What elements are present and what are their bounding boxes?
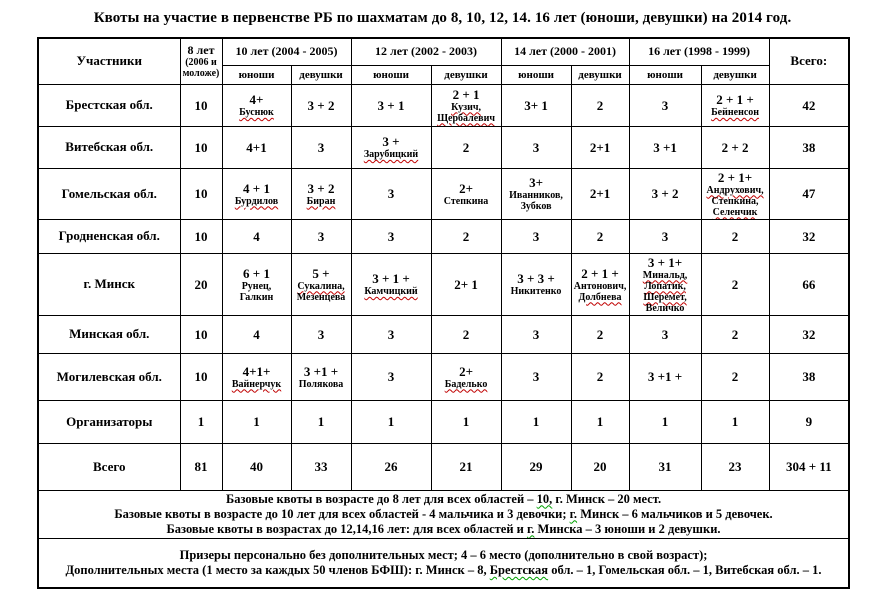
table-row <box>38 219 849 253</box>
note-line <box>41 507 846 522</box>
note-line <box>41 548 846 563</box>
quota-cell <box>222 126 291 168</box>
player-name <box>574 292 627 303</box>
player-name <box>294 379 349 390</box>
quota-cell <box>351 353 431 400</box>
quota-cell <box>351 219 431 253</box>
player-name-misspelled: Зарубицкий <box>363 149 419 160</box>
table-row <box>38 253 849 315</box>
quota-cell <box>351 315 431 353</box>
quota-value: 2 <box>596 97 604 113</box>
quota-value: 3 <box>387 228 395 244</box>
quota-cell <box>222 443 291 490</box>
quota-value: 3 + 1 <box>377 97 405 113</box>
quota-cell <box>501 219 571 253</box>
quota-cell <box>222 400 291 443</box>
quota-value: 2+ 1 <box>454 276 478 292</box>
quota-value: 1 <box>317 414 325 429</box>
quota-cell <box>431 126 501 168</box>
table-row <box>38 84 849 126</box>
row-label: Организаторы <box>38 400 180 443</box>
quota-value: 3 <box>661 228 669 244</box>
quota-value: 40 <box>250 459 263 474</box>
quota-value: 1 <box>661 414 669 429</box>
quota-cell <box>431 84 501 126</box>
quota-value: 2 <box>462 228 470 244</box>
player-name <box>704 107 767 118</box>
quota-cell <box>431 315 501 353</box>
row-label: Витебская обл. <box>38 126 180 168</box>
player-name <box>574 281 627 292</box>
quota-cell <box>769 168 849 219</box>
player-name <box>704 207 767 218</box>
quota-table-body <box>38 84 849 588</box>
player-name <box>294 292 349 303</box>
player-name-misspelled: Бейненсон <box>711 107 760 118</box>
quota-value: 3 <box>387 369 395 384</box>
note-text-grammar-marked: г. <box>526 521 535 536</box>
quota-value: 47 <box>802 186 816 201</box>
note-text-grammar-marked: г. <box>569 506 578 521</box>
row-label: Гродненская обл. <box>38 219 180 253</box>
col-header-age10: 10 лет (2004 - 2005) <box>222 38 351 65</box>
player-name-misspelled: Биран <box>306 195 336 207</box>
quota-cell <box>180 315 222 353</box>
player-name-text: Иванников, <box>509 190 563 201</box>
quota-value: 3 +1 + <box>647 369 683 384</box>
quota-cell <box>222 315 291 353</box>
col-header-age16: 16 лет (1998 - 1999) <box>629 38 769 65</box>
quota-value: 3 + 1 + <box>372 271 410 286</box>
quota-value: 1 <box>197 414 205 429</box>
quota-value: 1 <box>387 414 395 429</box>
quota-cell <box>629 353 701 400</box>
col-header-participants: Участники <box>38 38 180 84</box>
subheader-boys-14: юноши <box>501 65 571 84</box>
quota-cell <box>180 84 222 126</box>
quota-cell <box>501 126 571 168</box>
note-text-grammar-marked: Брестская <box>489 562 549 577</box>
notes-row <box>38 538 849 588</box>
col-header-age8-line1: 8 лет <box>187 42 215 57</box>
quota-cell <box>571 219 629 253</box>
page-title: Квоты на участие в первенстве РБ по шахматам до 8, 10, 12, 14. 16 лет (юноши, девушки) на 2014 год. <box>93 10 792 26</box>
quota-cell <box>571 126 629 168</box>
quota-value: 4 <box>253 228 260 244</box>
quota-value: 4+ <box>249 92 264 107</box>
player-name-text: Антонович, <box>573 280 627 292</box>
subheader-boys-12: юноши <box>351 65 431 84</box>
quota-cell <box>629 315 701 353</box>
quota-value: 2 + 1 <box>452 86 480 102</box>
player-name-text: Никитенко <box>510 286 562 297</box>
col-header-total: Всего: <box>769 38 849 84</box>
quota-value: 3 <box>387 326 395 342</box>
quota-value: 4 <box>253 326 260 342</box>
quota-cell <box>629 219 701 253</box>
quota-value: 1 <box>731 414 739 429</box>
quota-cell <box>571 400 629 443</box>
quota-cell <box>180 400 222 443</box>
quota-value: 5 + <box>312 265 330 281</box>
quota-value: 10 <box>194 97 208 113</box>
quota-cell <box>180 253 222 315</box>
quota-value: 3 + 2 <box>307 180 335 196</box>
quota-cell <box>180 168 222 219</box>
quota-value: 3 <box>317 139 325 155</box>
quota-cell <box>351 400 431 443</box>
table-row <box>38 126 849 168</box>
row-label: Всего <box>38 443 180 490</box>
quota-value: 10 <box>194 139 208 155</box>
player-name <box>632 281 699 292</box>
subheader-girls-14: девушки <box>571 65 629 84</box>
quota-cell <box>351 253 431 315</box>
quota-value: 33 <box>314 459 328 474</box>
quota-value: 81 <box>194 459 208 474</box>
quota-cell <box>501 400 571 443</box>
player-name-misspelled: Буснюк <box>239 107 274 118</box>
quota-cell <box>431 353 501 400</box>
quota-cell <box>701 443 769 490</box>
quota-cell <box>222 219 291 253</box>
notes-row <box>38 490 849 538</box>
quota-value: 10 <box>194 228 208 244</box>
note-line <box>41 522 846 537</box>
quota-value: 3 +1 + <box>303 363 339 379</box>
quota-cell <box>571 315 629 353</box>
col-header-age8 <box>180 38 222 84</box>
quota-value: 20 <box>593 459 607 474</box>
quota-cell <box>431 400 501 443</box>
quota-cell <box>629 84 701 126</box>
quota-cell <box>769 219 849 253</box>
quota-cell <box>291 315 351 353</box>
quota-cell <box>501 315 571 353</box>
quota-value: 29 <box>529 459 543 474</box>
quota-value: 1 <box>596 414 604 429</box>
quota-value: 2 + 1+ <box>717 169 753 185</box>
quota-value: 2+1 <box>589 139 611 155</box>
quota-cell <box>701 253 769 315</box>
player-name <box>225 292 289 303</box>
player-name-text: Величко <box>645 302 685 314</box>
quota-cell <box>291 126 351 168</box>
quota-value: 3 <box>661 326 669 342</box>
player-name-misspelled: Долбнева <box>578 291 622 303</box>
quota-value: 4 + 1 <box>243 180 270 196</box>
player-name-misspelled: Селенчик <box>712 206 758 218</box>
quota-value: 32 <box>802 228 816 244</box>
quota-cell <box>180 443 222 490</box>
player-name-text: Степкина, <box>711 195 759 207</box>
player-name <box>225 196 289 207</box>
quota-cell <box>222 353 291 400</box>
player-name-misspelled: Вайнерчук <box>231 378 282 390</box>
quota-value: 2 <box>596 326 604 342</box>
quota-value: 3 <box>387 186 395 201</box>
quota-cell <box>701 353 769 400</box>
quota-cell <box>180 353 222 400</box>
quota-value: 38 <box>802 139 816 155</box>
quota-cell <box>431 219 501 253</box>
note-text: Базовые квоты в возрасте до 8 лет для всех областей – <box>225 491 537 506</box>
player-name-misspelled: Андрухович, <box>706 184 764 196</box>
quota-cell <box>351 443 431 490</box>
quota-cell <box>501 443 571 490</box>
subheader-girls-12: девушки <box>431 65 501 84</box>
quota-value: 32 <box>802 326 816 342</box>
quota-value: 3 <box>317 326 325 342</box>
quota-value: 2 <box>731 326 739 342</box>
player-name-text: Мезенцева <box>296 291 346 303</box>
quota-value: 3 + 1+ <box>647 254 683 270</box>
quota-value: 23 <box>728 459 742 474</box>
quota-value: 3 + 2 <box>307 97 335 113</box>
row-label: Брестская обл. <box>38 84 180 126</box>
quota-value: 3+ 1 <box>524 97 548 113</box>
quota-value: 2+1 <box>589 186 611 201</box>
quota-value: 31 <box>658 459 672 474</box>
player-name <box>434 113 499 124</box>
quota-value: 10 <box>194 186 208 201</box>
quota-value: 26 <box>384 459 398 474</box>
quota-cell <box>701 126 769 168</box>
player-name <box>434 102 499 113</box>
player-name-misspelled: Щербалевич <box>437 112 495 124</box>
quota-cell <box>701 84 769 126</box>
quota-cell <box>629 126 701 168</box>
quota-cell <box>701 400 769 443</box>
quota-cell <box>701 219 769 253</box>
note-text: Минск – 6 мальчиков и 5 девочек. <box>577 506 773 521</box>
quota-cell <box>222 253 291 315</box>
player-name <box>294 196 349 207</box>
quota-cell <box>431 168 501 219</box>
quota-value: 3 <box>317 228 325 244</box>
player-name <box>434 196 499 207</box>
quota-cell <box>431 443 501 490</box>
quota-value: 2+ <box>459 363 473 379</box>
quota-value: 3 <box>661 97 669 113</box>
quota-cell <box>769 353 849 400</box>
quota-value: 2 <box>731 369 739 384</box>
quota-value: 38 <box>802 369 816 384</box>
quota-cell <box>769 126 849 168</box>
quota-cell <box>571 84 629 126</box>
quota-value: 2 + 1 + <box>716 92 754 107</box>
player-name-misspelled: Камчицкий <box>364 286 418 297</box>
table-row <box>38 353 849 400</box>
player-name <box>225 107 289 118</box>
player-name <box>504 286 569 297</box>
subheader-girls-10: девушки <box>291 65 351 84</box>
note-text: Дополнительных места (1 место за каждых 50 членов БФШ): г. Минск – 8, <box>65 562 490 577</box>
quota-value: 2 <box>462 326 470 342</box>
quota-value: 6 + 1 <box>243 265 270 281</box>
player-name-misspelled: Шеремет, <box>643 291 687 303</box>
quota-cell <box>501 353 571 400</box>
quota-cell <box>180 219 222 253</box>
quota-value: 2+ <box>459 180 473 196</box>
quota-value: 2 <box>462 139 470 155</box>
note-text: Базовые квоты в возрастах до 12,14,16 лет: для всех областей и <box>166 521 527 536</box>
quota-value: 9 <box>805 414 813 429</box>
quota-cell <box>769 315 849 353</box>
quota-value: 2 <box>596 369 604 384</box>
player-name-misspelled: Баделько <box>444 378 488 390</box>
note-text: обл. – 1, Гомельская обл. – 1, Витебская обл. – 1. <box>548 562 822 577</box>
quota-cell <box>769 443 849 490</box>
quota-cell <box>222 168 291 219</box>
table-row <box>38 443 849 490</box>
quota-cell <box>701 315 769 353</box>
quota-cell <box>351 168 431 219</box>
player-name-text: Степкина <box>443 195 489 207</box>
row-label: г. Минск <box>38 253 180 315</box>
quota-cell <box>291 84 351 126</box>
quota-cell <box>501 253 571 315</box>
quota-value: 1 <box>532 414 540 429</box>
quota-cell <box>571 353 629 400</box>
quota-cell <box>501 168 571 219</box>
notes-block-2 <box>38 538 849 588</box>
quota-value: 2 <box>596 228 604 244</box>
quota-value: 3 + 2 <box>651 186 679 201</box>
player-name-misspelled: Кузич, <box>451 101 481 113</box>
row-label: Могилевская обл. <box>38 353 180 400</box>
quota-cell <box>629 253 701 315</box>
quota-cell <box>571 168 629 219</box>
quota-cell <box>351 84 431 126</box>
quota-cell <box>769 253 849 315</box>
quota-cell <box>291 253 351 315</box>
player-name-misspelled: Сукалина, <box>297 280 345 292</box>
note-text: Минска – 3 юноши и 2 девушки. <box>534 521 721 536</box>
player-name <box>632 303 699 314</box>
note-line <box>41 563 846 578</box>
player-name-misspelled: Минальд, <box>642 269 688 281</box>
quota-cell <box>291 400 351 443</box>
table-row <box>38 400 849 443</box>
quota-value: 3 + 3 + <box>517 271 555 286</box>
quota-value: 2 <box>731 276 739 292</box>
quota-value: 3 <box>532 139 540 155</box>
quota-cell <box>291 168 351 219</box>
quota-value: 2 + 1 + <box>581 265 619 281</box>
quota-value: 20 <box>194 276 208 292</box>
note-line <box>41 492 846 507</box>
subheader-boys-16: юноши <box>629 65 701 84</box>
player-name-misspelled: Лопатик, <box>644 280 686 292</box>
row-label: Минская обл. <box>38 315 180 353</box>
quota-value: 3 + <box>382 134 400 149</box>
quota-cell <box>291 219 351 253</box>
player-name-text: Галкин <box>239 291 274 303</box>
quota-cell <box>769 400 849 443</box>
subheader-girls-16: девушки <box>701 65 769 84</box>
player-name <box>704 196 767 207</box>
quota-value: 21 <box>459 459 473 474</box>
note-text: г. Минск – 20 мест. <box>552 491 662 506</box>
quota-cell <box>431 253 501 315</box>
quota-value: 3+ <box>529 175 543 190</box>
quota-value: 42 <box>802 97 816 113</box>
player-name <box>354 149 429 160</box>
quota-value: 10 <box>194 326 208 342</box>
col-header-age12: 12 лет (2002 - 2003) <box>351 38 501 65</box>
player-name-text: Зубков <box>520 201 552 212</box>
note-text-grammar-marked: 10, <box>536 491 553 506</box>
quota-cell <box>222 84 291 126</box>
quota-value: 4+1+ <box>242 363 271 379</box>
player-name <box>632 270 699 281</box>
player-name <box>225 379 289 390</box>
quota-cell <box>629 400 701 443</box>
quota-cell <box>571 253 629 315</box>
notes-block-1 <box>38 490 849 538</box>
quota-value: 4+1 <box>246 139 267 155</box>
quota-value: 3 <box>532 228 540 244</box>
note-text: Базовые квоты в возрасте до 10 лет для всех областей - 4 мальчика и 3 девочки; <box>114 506 570 521</box>
quota-value: 66 <box>802 276 816 292</box>
quota-cell <box>291 353 351 400</box>
quota-cell <box>629 168 701 219</box>
quota-value: 3 <box>532 369 540 384</box>
table-row <box>38 315 849 353</box>
quota-value: 2 + 2 <box>721 139 749 155</box>
player-name-text: Полякова <box>298 378 344 390</box>
quota-cell <box>701 168 769 219</box>
note-text: Призеры персонально без дополнительных мест; 4 – 6 место (дополнительно в свой возраст); <box>179 547 708 562</box>
player-name <box>704 185 767 196</box>
quota-value: 2 <box>731 228 739 244</box>
player-name-misspelled: Бурдилов <box>234 195 279 207</box>
col-header-age8-line2: (2006 и моложе) <box>182 56 220 79</box>
quota-value: 3 <box>532 326 540 342</box>
quota-cell <box>351 126 431 168</box>
quota-value: 3 +1 <box>653 139 677 155</box>
quota-table <box>37 37 850 589</box>
quota-value: 304 + 11 <box>785 459 832 474</box>
subheader-boys-10: юноши <box>222 65 291 84</box>
player-name <box>632 292 699 303</box>
quota-cell <box>769 84 849 126</box>
player-name <box>504 201 569 212</box>
player-name <box>225 281 289 292</box>
player-name <box>294 281 349 292</box>
col-header-age14: 14 лет (2000 - 2001) <box>501 38 629 65</box>
quota-cell <box>291 443 351 490</box>
quota-value: 1 <box>462 414 470 429</box>
quota-value: 1 <box>253 414 260 429</box>
table-row <box>38 168 849 219</box>
quota-cell <box>629 443 701 490</box>
player-name <box>504 190 569 201</box>
player-name <box>434 379 499 390</box>
player-name-text: Рунец, <box>241 280 272 292</box>
quota-cell <box>501 84 571 126</box>
quota-value: 10 <box>194 369 208 384</box>
quota-cell <box>571 443 629 490</box>
row-label: Гомельская обл. <box>38 168 180 219</box>
player-name <box>354 286 429 297</box>
quota-cell <box>180 126 222 168</box>
